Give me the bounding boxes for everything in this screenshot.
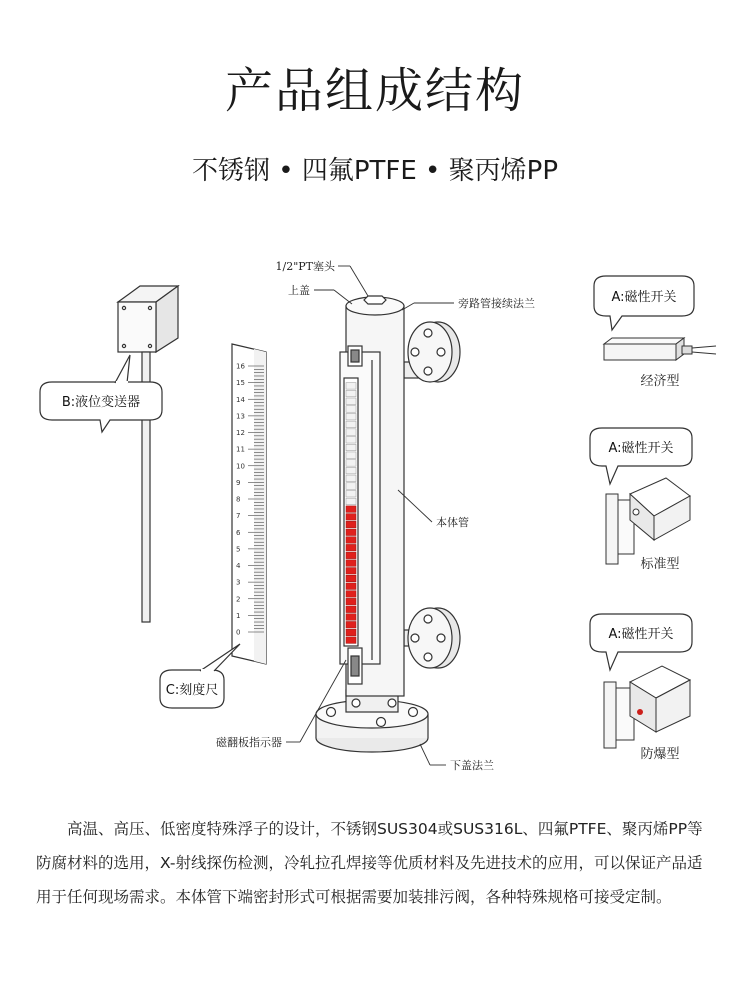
scale-callout-text: C:刻度尺 bbox=[165, 683, 219, 698]
ruler-tick-label: 4 bbox=[236, 562, 241, 570]
switch-economy-type: 经济型 bbox=[640, 374, 680, 389]
scale-ruler bbox=[232, 344, 266, 664]
page-subtitle: 不锈钢 • 四氟PTFE • 聚丙烯PP bbox=[191, 156, 559, 186]
indicator-flap bbox=[346, 614, 356, 621]
bottom-flange bbox=[316, 690, 428, 752]
indicator-flap bbox=[346, 529, 356, 536]
indicator-flap bbox=[346, 444, 356, 451]
indicator-flap bbox=[346, 421, 356, 428]
ruler-tick-label: 9 bbox=[236, 478, 241, 487]
switch-standard-type: 标准型 bbox=[640, 557, 680, 572]
indicator-flap bbox=[346, 429, 356, 436]
ruler-tick-label: 13 bbox=[236, 412, 245, 421]
ruler-tick-label: 7 bbox=[236, 512, 241, 521]
switch-standard-callout-text: A:磁性开关 bbox=[608, 441, 674, 456]
ruler-tick-label: 3 bbox=[236, 578, 241, 587]
indicator-flap bbox=[346, 575, 356, 582]
switch-callout-standard bbox=[590, 428, 692, 572]
indicator-flap bbox=[346, 568, 356, 575]
lower-side-flange bbox=[404, 608, 460, 668]
indicator-flap bbox=[346, 544, 356, 551]
level-transmitter bbox=[118, 286, 178, 622]
page-title: 产品组成结构 bbox=[224, 63, 525, 119]
switch-callout-explosion-proof bbox=[590, 614, 692, 762]
top-plug bbox=[364, 296, 386, 304]
ruler-tick-label: 14 bbox=[236, 395, 245, 404]
indicator-flap bbox=[346, 390, 356, 397]
indicator-flap bbox=[346, 413, 356, 420]
body-pipe-label: 本体管 bbox=[436, 516, 469, 529]
indicator-flap bbox=[346, 437, 356, 444]
ruler-tick-label: 5 bbox=[236, 545, 241, 554]
indicator-flap bbox=[346, 498, 356, 505]
indicator-flap bbox=[346, 537, 356, 544]
indicator-flap bbox=[346, 483, 356, 490]
indicator-flap bbox=[346, 398, 356, 405]
indicator-flap bbox=[346, 552, 356, 559]
structure-diagram bbox=[0, 240, 750, 800]
indicator-flap bbox=[346, 606, 356, 613]
ruler-tick-label: 0 bbox=[236, 628, 241, 637]
ruler-tick-label: 2 bbox=[236, 595, 241, 604]
plug-label: 1/2"PT塞头 bbox=[275, 260, 335, 273]
indicator-flap bbox=[346, 452, 356, 459]
ruler-tick-label: 15 bbox=[236, 379, 245, 388]
product-description: 高温、高压、低密度特殊浮子的设计，不锈钢SUS304或SUS316L、四氟PTFE、聚丙烯PP等防腐材料的选用，X-射线探伤检测，冷轧拉孔焊接等优质材料及先进技术的应用，可以保证产品适用于任何现场需求。本体管下端密封形式可根据需要加装排污阀，各种特殊规格可接受定制。 bbox=[36, 820, 703, 906]
ruler-tick-label: 12 bbox=[236, 429, 245, 437]
indicator-flap bbox=[346, 629, 356, 636]
ruler-tick-label: 16 bbox=[236, 362, 245, 371]
switch-explosion-type: 防爆型 bbox=[640, 747, 680, 762]
indicator-flap bbox=[346, 406, 356, 413]
indicator-flap bbox=[346, 621, 356, 628]
indicator-flap bbox=[346, 467, 356, 474]
indicator-flap bbox=[346, 460, 356, 467]
upper-side-flange bbox=[404, 322, 460, 382]
ruler-tick-label: 8 bbox=[236, 495, 241, 504]
indicator-flap bbox=[346, 560, 356, 567]
indicator-flap bbox=[346, 591, 356, 598]
switch-explosion-callout-text: A:磁性开关 bbox=[608, 627, 674, 642]
switch-callout-economy bbox=[594, 276, 716, 389]
scale-callout bbox=[160, 644, 240, 708]
switch-economy-callout-text: A:磁性开关 bbox=[611, 290, 677, 305]
indicator-flap bbox=[346, 383, 356, 390]
indicator-flap bbox=[346, 490, 356, 497]
top-cover-label: 上盖 bbox=[288, 284, 310, 297]
indicator-flap bbox=[346, 506, 356, 513]
transmitter-callout-text: B:液位变送器 bbox=[61, 395, 141, 410]
indicator-flap bbox=[346, 598, 356, 605]
bypass-flange-label: 旁路管接续法兰 bbox=[458, 297, 535, 310]
indicator-flap bbox=[346, 475, 356, 482]
indicator-label: 磁翻板指示器 bbox=[216, 736, 282, 749]
indicator-flap bbox=[346, 521, 356, 528]
bottom-flange-label: 下盖法兰 bbox=[450, 759, 494, 772]
indicator-flap bbox=[346, 637, 356, 644]
indicator-flap bbox=[346, 514, 356, 521]
indicator-flap bbox=[346, 583, 356, 590]
ruler-tick-label: 10 bbox=[236, 462, 245, 471]
ruler-tick-label: 6 bbox=[236, 528, 241, 537]
ruler-tick-label: 1 bbox=[236, 611, 241, 620]
ruler-tick-label: 11 bbox=[236, 445, 245, 454]
